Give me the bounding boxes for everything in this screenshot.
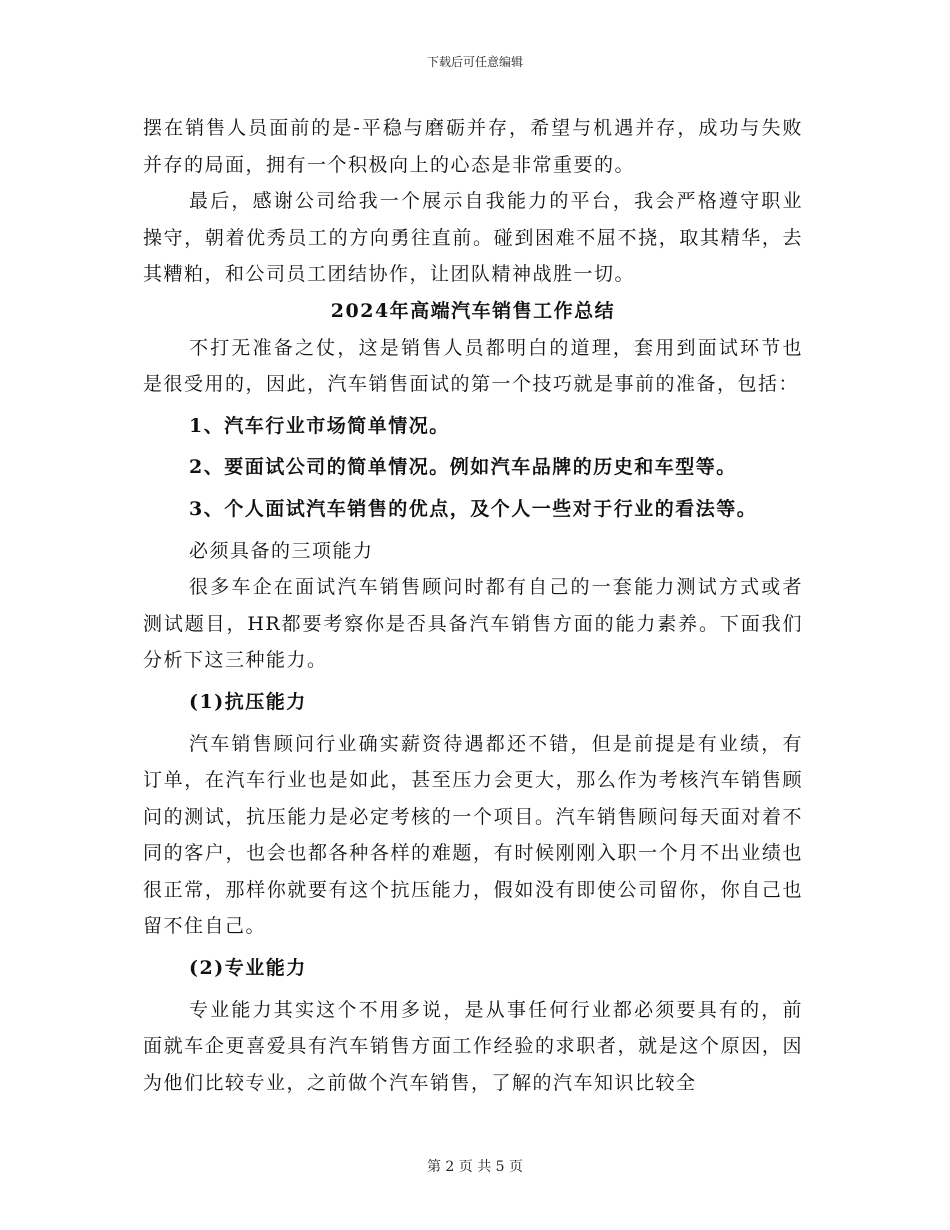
paragraph-6: 汽车销售顾问行业确实薪资待遇都还不错，但是前提是有业绩，有订单，在汽车行业也是如此，甚至压力会更大，那么作为考核汽车销售顾问的测试，抗压能力是必定考核的一个项目。汽车销售顾问每天面对着不同的客户，也会也都各种各样的难题，有时候刚刚入职一个月不出业绩也很正常，那样你就要有这个抗压能力，假如没有即使公司留你，你自己也留不住自己。	[143, 732, 803, 938]
paragraph-2: 最后，感谢公司给我一个展示自我能力的平台，我会严格遵守职业操守，朝着优秀员工的方向勇往直前。碰到困难不屈不挠，取其精华，去其糟粕，和公司员工团结协作，让团队精神战胜一切。	[143, 190, 803, 286]
document-body	[143, 110, 803, 1101]
list-item-1: 1、汽车行业市场简单情况。	[189, 414, 450, 437]
paragraph-5: 很多车企在面试汽车销售顾问时都有自己的一套能力测试方式或者测试题目，HR都要考察你是否具备汽车销售方面的能力素养。下面我们分析下这三种能力。	[143, 576, 803, 672]
paragraph-4: 必须具备的三项能力	[189, 539, 374, 562]
list-item-2: 2、要面试公司的简单情况。例如汽车品牌的历史和车型等。	[189, 456, 737, 479]
page-header: 下载后可任意编辑	[426, 55, 523, 69]
paragraph-3: 不打无准备之仗，这是销售人员都明白的道理，套用到面试环节也是很受用的，因此，汽车销售面试的第一个技巧就是事前的准备，包括：	[143, 336, 803, 396]
page-footer: 第 2 页 共 5 页	[426, 1159, 524, 1175]
subheading-1: (1)抗压能力	[189, 690, 307, 713]
paragraph-7: 专业能力其实这个不用多说，是从事任何行业都必须要具有的，前面就车企更喜爱具有汽车销售方面工作经验的求职者，就是这个原因，因为他们比较专业，之前做个汽车销售，了解的汽车知识比较全	[143, 998, 803, 1094]
section-title: 2024年高端汽车销售工作总结	[330, 299, 616, 322]
paragraph-1: 摆在销售人员面前的是-平稳与磨砺并存，希望与机遇并存，成功与失败并存的局面，拥有一个积极向上的心态是非常重要的。	[143, 117, 803, 176]
list-item-3: 3、个人面试汽车销售的优点，及个人一些对于行业的看法等。	[189, 497, 758, 520]
subheading-2: (2)专业能力	[189, 957, 307, 980]
